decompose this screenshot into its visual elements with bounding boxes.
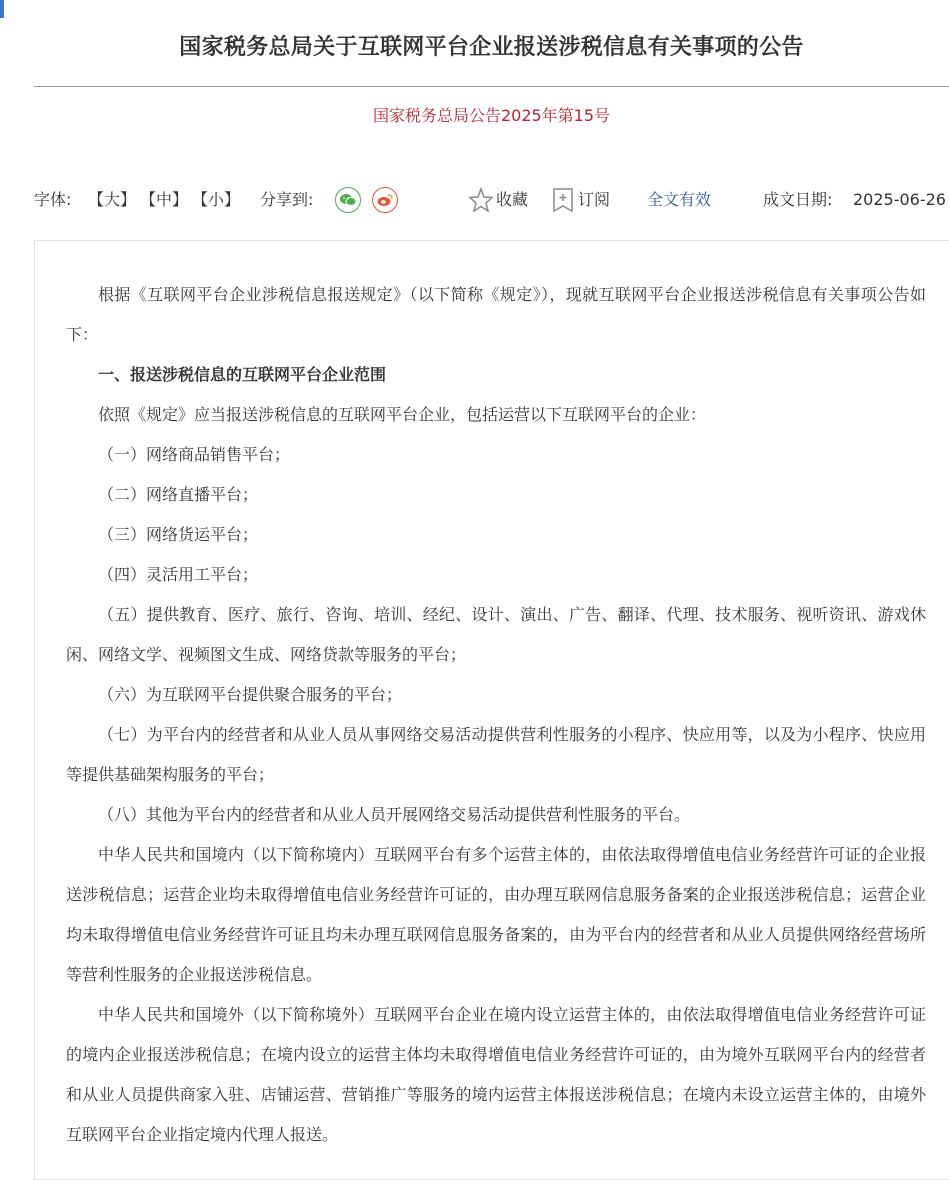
body-paragraph: 依照《规定》应当报送涉税信息的互联网平台企业，包括运营以下互联网平台的企业： xyxy=(98,405,707,424)
date-value: 2025-06-26 xyxy=(853,190,946,209)
article-toolbar xyxy=(34,187,949,213)
font-large-button[interactable]: 【大】 xyxy=(88,190,137,209)
subscribe-button[interactable] xyxy=(550,187,610,213)
favorite-button[interactable] xyxy=(468,187,528,213)
body-paragraph: 中华人民共和国境外（以下简称境外）互联网平台企业在境内设立运营主体的，由依法取得增值电信业务经营许可证的境内企业报送涉税信息；在境内设立的运营主体均未取得增值电信业务经营许可证的，由为境外互联网平台内的经营者和从业人员提供商家入驻、店铺运营、营销推广等服务的境内运营主体报送涉税信息；在境内未设立运营主体的，由境外互联网平台企业指定境内代理人报送。 xyxy=(66,1005,926,1144)
weibo-icon[interactable] xyxy=(372,187,398,213)
list-item: （五）提供教育、医疗、旅行、咨询、培训、经纪、设计、演出、广告、翻译、代理、技术服务、视听资讯、游戏休闲、网络文学、视频图文生成、网络贷款等服务的平台； xyxy=(66,605,926,664)
subscribe-label: 订阅 xyxy=(578,190,611,209)
date-label: 成文日期: xyxy=(763,190,833,209)
list-item: （六）为互联网平台提供聚合服务的平台； xyxy=(98,685,403,704)
page-title: 国家税务总局关于互联网平台企业报送涉税信息有关事项的公告 xyxy=(179,35,804,60)
list-item: （七）为平台内的经营者和从业人员从事网络交易活动提供营利性服务的小程序、快应用等，以及为小程序、快应用等提供基础架构服务的平台； xyxy=(66,725,926,784)
font-size-label: 字体: xyxy=(34,190,72,209)
validity-status: 全文有效 xyxy=(647,190,712,209)
list-item: （三）网络货运平台； xyxy=(98,525,259,544)
list-item: （四）灵活用工平台； xyxy=(98,565,259,584)
document-number: 国家税务总局公告2025年第15号 xyxy=(372,106,611,125)
font-small-button[interactable]: 【小】 xyxy=(192,190,241,209)
list-item: （八）其他为平台内的经营者和从业人员开展网络交易活动提供营利性服务的平台。 xyxy=(98,805,691,824)
list-item: （二）网络直播平台； xyxy=(98,485,259,504)
left-accent-edge xyxy=(0,0,4,18)
section-heading: 一、报送涉税信息的互联网平台企业范围 xyxy=(98,365,387,384)
font-medium-button[interactable]: 【中】 xyxy=(140,190,189,209)
article-body xyxy=(66,275,926,1155)
favorite-label: 收藏 xyxy=(496,190,529,209)
wechat-icon[interactable] xyxy=(335,187,361,213)
list-item: （一）网络商品销售平台； xyxy=(98,445,291,464)
body-paragraph: 中华人民共和国境内（以下简称境内）互联网平台有多个运营主体的，由依法取得增值电信业务经营许可证的企业报送涉税信息；运营企业均未取得增值电信业务经营许可证的，由办理互联网信息服务备案的企业报送涉税信息；运营企业均未取得增值电信业务经营许可证且均未办理互联网信息服务备案的，由为平台内的经营者和从业人员提供网络经营场所等营利性服务的企业报送涉税信息。 xyxy=(66,845,926,984)
body-paragraph: 根据《互联网平台企业涉税信息报送规定》（以下简称《规定》），现就互联网平台企业报送涉税信息有关事项公告如下： xyxy=(66,285,926,344)
title-divider xyxy=(34,86,949,87)
share-label: 分享到: xyxy=(260,190,314,209)
star-icon xyxy=(468,187,494,213)
bookmark-plus-icon xyxy=(550,187,576,213)
